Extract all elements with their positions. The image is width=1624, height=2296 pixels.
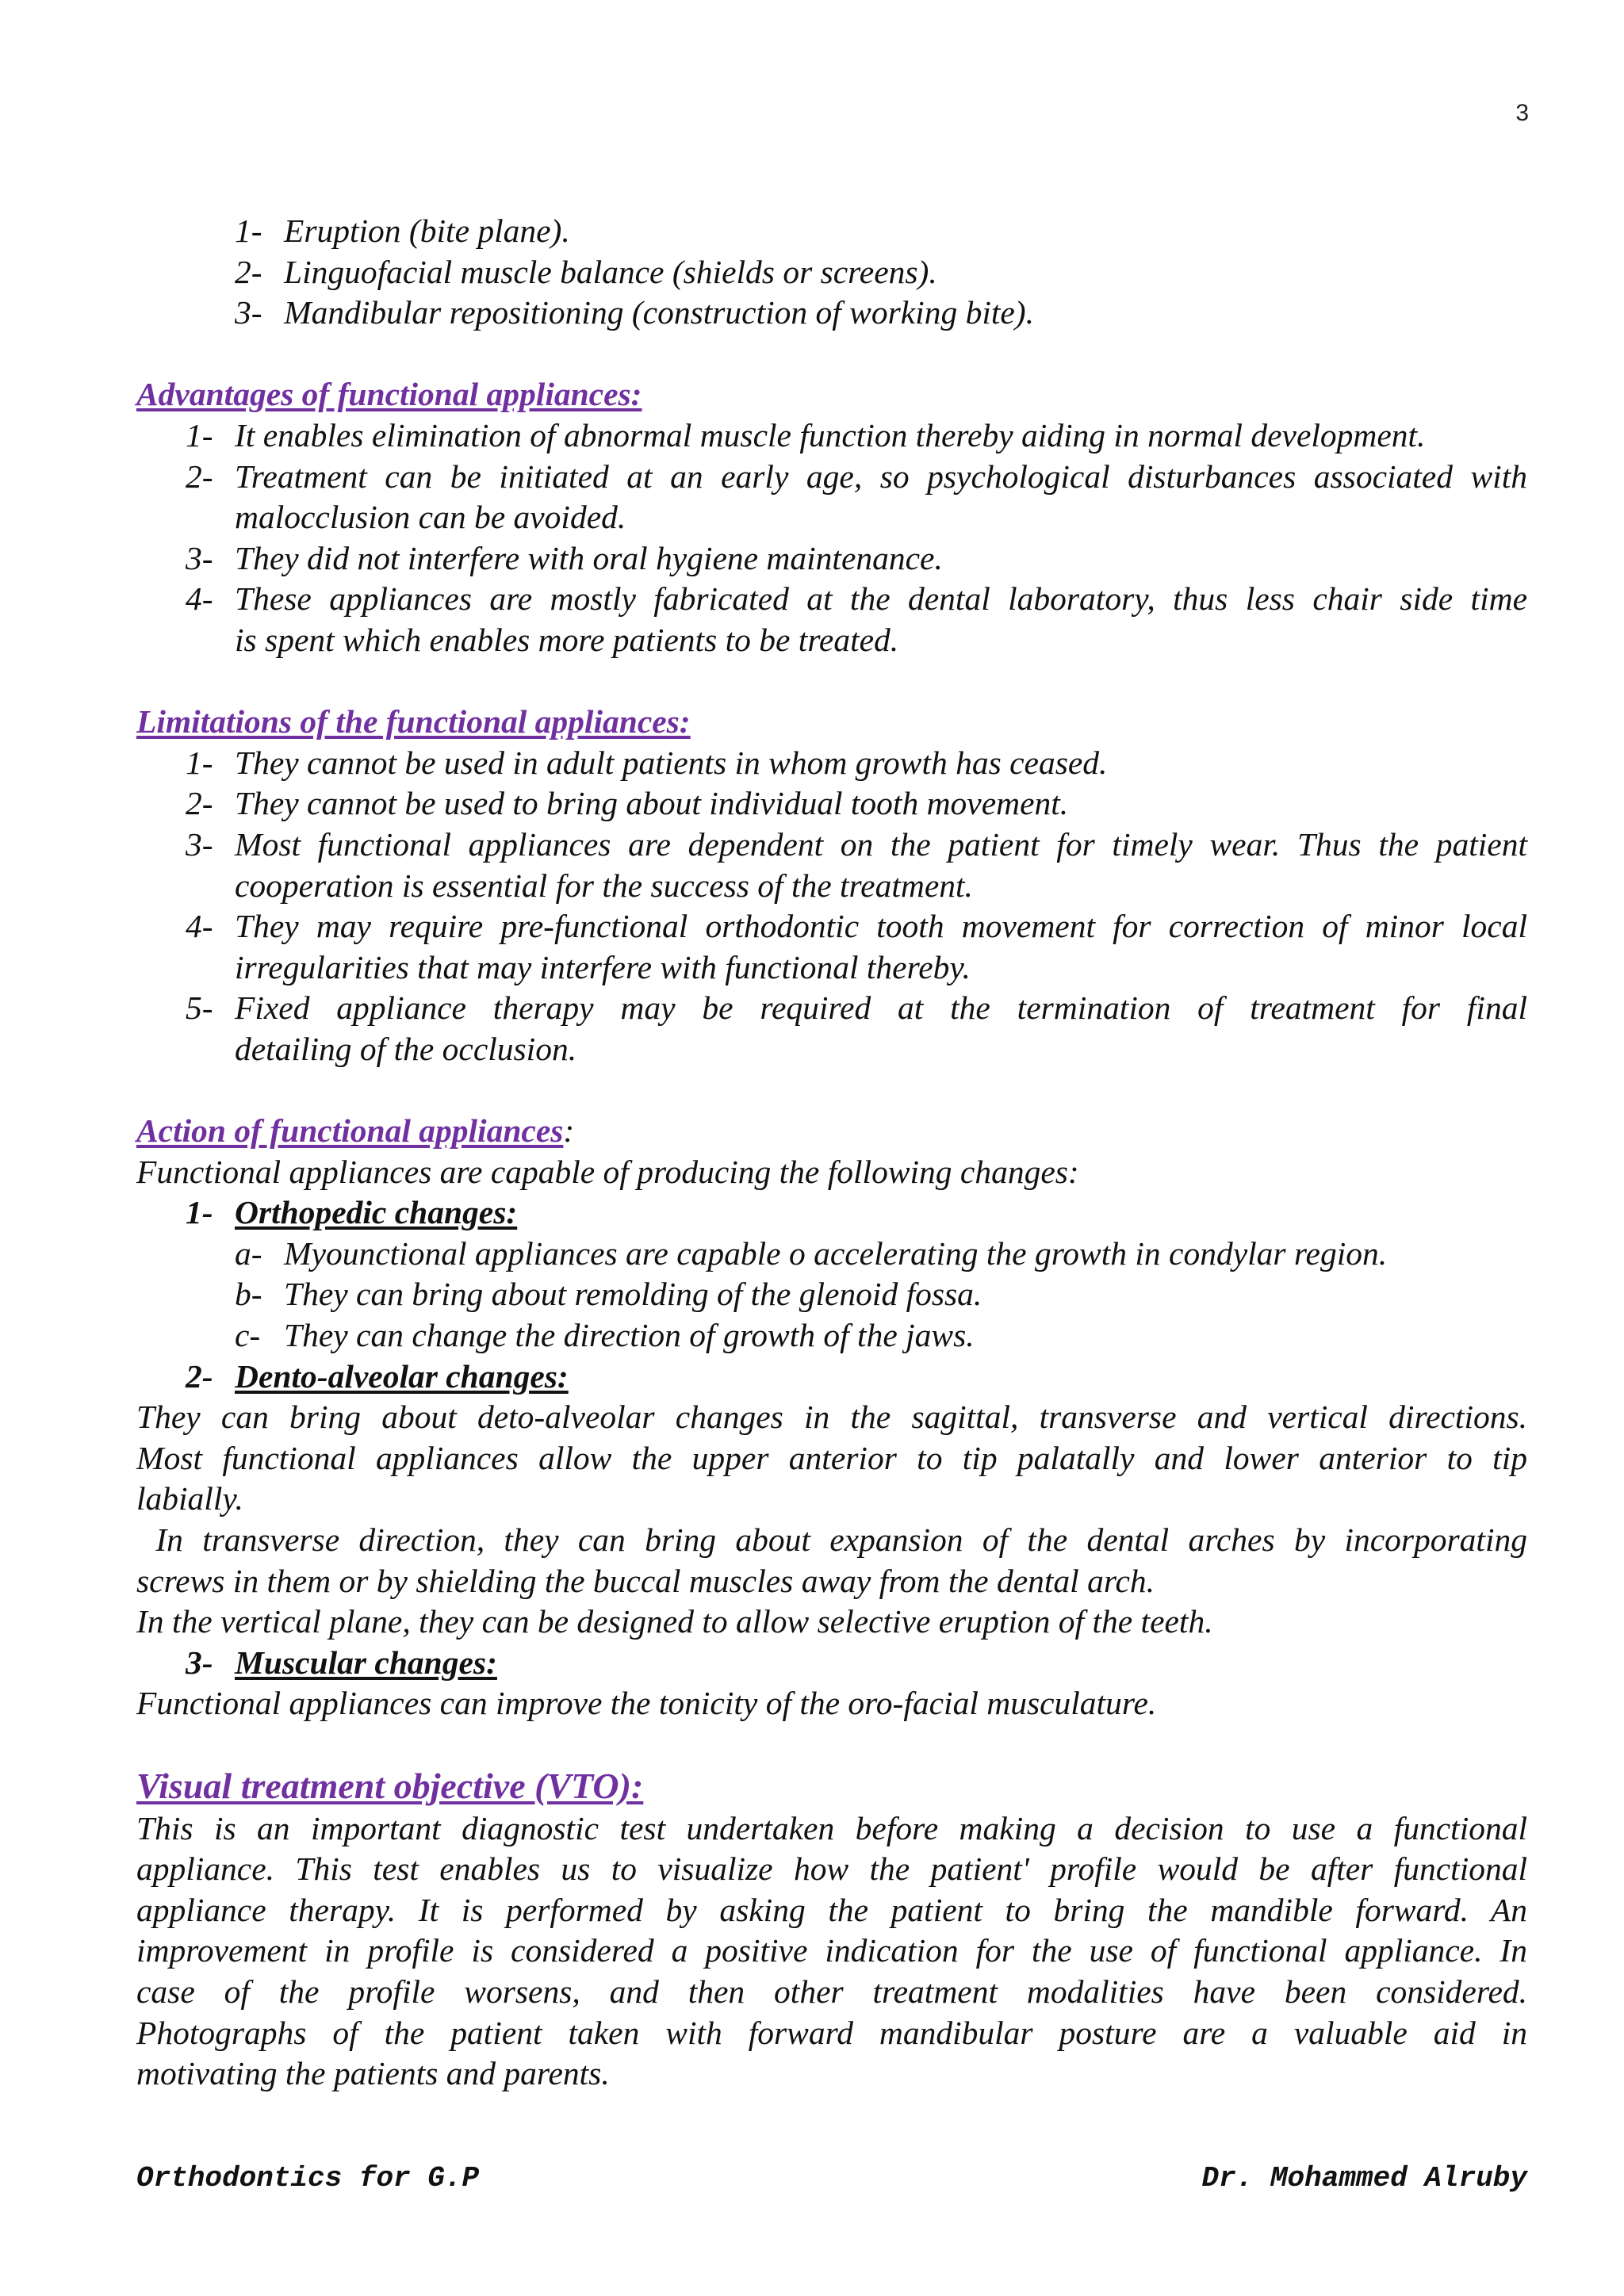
list-text: They can bring about remolding of the glenoid fossa. bbox=[284, 1276, 982, 1313]
orthopedic-subheading bbox=[136, 1192, 1527, 1234]
list-text: malocclusion can be avoided. bbox=[235, 499, 626, 536]
vto-paragraph-line: appliance therapy. It is performed by asking the patient to bring the mandible forward. An bbox=[136, 1891, 1527, 1928]
list-text: Mandibular repositioning (construction of working bite). bbox=[284, 294, 1034, 331]
list-text: Eruption (bite plane). bbox=[284, 212, 570, 249]
section-heading: Action of functional appliances bbox=[136, 1112, 564, 1150]
intro-list-item bbox=[136, 293, 1527, 334]
subheading-text: Orthopedic changes: bbox=[235, 1194, 518, 1231]
advantage-item bbox=[136, 538, 1527, 580]
page-footer bbox=[136, 2162, 1527, 2195]
list-number: 3- bbox=[186, 1644, 213, 1681]
advantage-item bbox=[136, 415, 1527, 457]
dento-paragraph-line: screws in them or by shielding the buccal muscles away from the dental arch. bbox=[136, 1562, 1155, 1599]
list-number: 2- bbox=[186, 1357, 213, 1395]
limitation-item bbox=[136, 783, 1527, 825]
intro-list-item bbox=[136, 252, 1527, 293]
advantage-item bbox=[136, 579, 1527, 660]
list-letter: b- bbox=[235, 1276, 262, 1313]
list-text: Fixed appliance therapy may be required at the termination of treatment for final bbox=[235, 989, 1527, 1027]
action-intro: Functional appliances are capable of producing the following changes: bbox=[136, 1153, 1079, 1190]
vto-paragraph-line: appliance. This test enables us to visualize how the patient' profile would be after functional bbox=[136, 1850, 1527, 1888]
list-text: They cannot be used in adult patients in whom growth has ceased. bbox=[235, 744, 1108, 781]
vto-paragraph-line: motivating the patients and parents. bbox=[136, 2055, 610, 2092]
muscular-text: Functional appliances can improve the tonicity of the oro-facial musculature. bbox=[136, 1685, 1157, 1722]
page-number: 3 bbox=[1515, 100, 1529, 126]
list-letter: a- bbox=[235, 1234, 262, 1272]
list-number: 4- bbox=[186, 580, 213, 618]
list-text: detailing of the occlusion. bbox=[235, 1030, 577, 1067]
list-number: 1- bbox=[186, 1194, 213, 1231]
subheading-text: Muscular changes: bbox=[235, 1644, 497, 1681]
list-number: 4- bbox=[186, 908, 213, 945]
dento-subheading bbox=[136, 1357, 1527, 1398]
orthopedic-item bbox=[136, 1274, 1527, 1315]
list-text: cooperation is essential for the success of the treatment. bbox=[235, 867, 973, 904]
orthopedic-item bbox=[136, 1234, 1527, 1275]
list-text: These appliances are mostly fabricated at the dental laboratory, thus less chair side time bbox=[235, 580, 1527, 618]
section-heading: Advantages of functional appliances: bbox=[136, 376, 642, 413]
list-number: 2- bbox=[186, 785, 213, 822]
vto-paragraph-line: Photographs of the patient taken with forward mandibular posture are a valuable aid in bbox=[136, 2014, 1527, 2051]
footer-title: Orthodontics for G.P bbox=[136, 2162, 480, 2195]
list-number: 2- bbox=[235, 253, 262, 290]
vto-paragraph-line: improvement in profile is considered a positive indication for the use of functional appliance. In bbox=[136, 1932, 1527, 1969]
dento-paragraph-line: In the vertical plane, they can be designed to allow selective eruption of the teeth. bbox=[136, 1603, 1213, 1640]
muscular-subheading bbox=[136, 1643, 1527, 1684]
limitations-heading bbox=[136, 702, 1527, 743]
limitation-item bbox=[136, 906, 1527, 988]
list-number: 3- bbox=[186, 539, 213, 576]
list-text: Linguofacial muscle balance (shields or screens). bbox=[284, 253, 937, 290]
list-text: They may require pre-functional orthodontic tooth movement for correction of minor local bbox=[235, 908, 1527, 945]
heading-colon: : bbox=[563, 1112, 575, 1150]
list-text: is spent which enables more patients to be treated. bbox=[235, 621, 899, 658]
dento-paragraph-line: Most functional appliances allow the upper anterior to tip palatally and lower anterior to tip bbox=[136, 1439, 1527, 1476]
list-text: Most functional appliances are dependent on the patient for timely wear. Thus the patient bbox=[235, 825, 1527, 863]
footer-author: Dr. Mohammed Alruby bbox=[1201, 2162, 1527, 2195]
section-heading: Limitations of the functional appliances: bbox=[136, 703, 691, 740]
section-heading: Visual treatment objective (VTO): bbox=[136, 1765, 644, 1806]
list-text: irregularities that may interfere with functional thereby. bbox=[235, 948, 971, 985]
list-text: It enables elimination of abnormal muscle function thereby aiding in normal development. bbox=[235, 416, 1426, 453]
limitation-item bbox=[136, 825, 1527, 906]
orthopedic-item bbox=[136, 1315, 1527, 1357]
list-number: 1- bbox=[186, 744, 213, 781]
list-text: They can change the direction of growth of the jaws. bbox=[284, 1317, 975, 1354]
vto-heading bbox=[136, 1766, 1527, 1808]
list-number: 3- bbox=[186, 825, 213, 863]
advantage-item bbox=[136, 457, 1527, 538]
vto-paragraph-line: This is an important diagnostic test undertaken before making a decision to use a functional bbox=[136, 1809, 1527, 1846]
list-text: They cannot be used to bring about individual tooth movement. bbox=[235, 785, 1069, 822]
advantages-heading bbox=[136, 374, 1527, 415]
list-text: They did not interfere with oral hygiene maintenance. bbox=[235, 539, 943, 576]
limitation-item bbox=[136, 743, 1527, 784]
intro-list-item bbox=[136, 211, 1527, 252]
list-number: 5- bbox=[186, 989, 213, 1027]
action-heading bbox=[136, 1111, 1527, 1152]
vto-paragraph-line: case of the profile worsens, and then other treatment modalities have been considered. bbox=[136, 1973, 1527, 2010]
subheading-text: Dento-alveolar changes: bbox=[235, 1357, 569, 1395]
list-number: 2- bbox=[186, 457, 213, 495]
list-text: Treatment can be initiated at an early age, so psychological disturbances associated with bbox=[235, 457, 1527, 495]
list-number: 1- bbox=[186, 416, 213, 453]
dento-paragraph-line: labially. bbox=[136, 1480, 243, 1517]
limitation-item bbox=[136, 988, 1527, 1070]
list-letter: c- bbox=[235, 1317, 261, 1354]
list-number: 1- bbox=[235, 212, 262, 249]
list-number: 3- bbox=[235, 294, 262, 331]
list-text: Myounctional appliances are capable o accelerating the growth in condylar region. bbox=[284, 1234, 1388, 1272]
page-content bbox=[136, 211, 1527, 2095]
dento-paragraph-line: They can bring about deto-alveolar changes in the sagittal, transverse and vertical directions. bbox=[136, 1399, 1527, 1436]
dento-paragraph-line: In transverse direction, they can bring about expansion of the dental arches by incorporating bbox=[136, 1521, 1527, 1558]
